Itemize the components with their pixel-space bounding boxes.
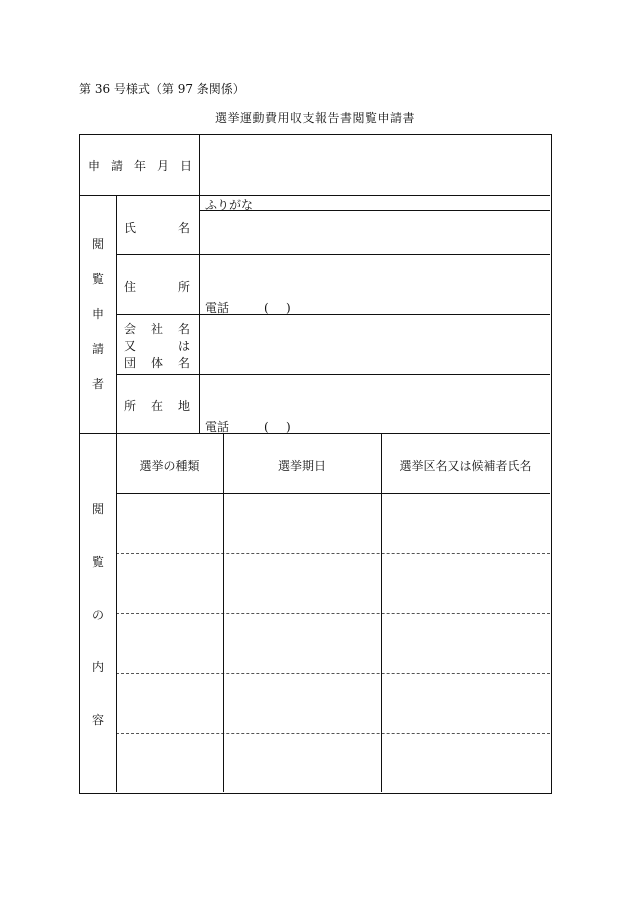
column-header-district-candidate: 選挙区名又は候補者氏名 [399, 459, 532, 473]
form-number: 第 36 号様式（第 97 条関係） [79, 82, 245, 96]
application-form: 申 請 年 月 日 閲 覧 申 請 者 氏 名 ふりがな 住 所 電話 ( ) 会 社 名 又 は 団 体 名 所 在 地 電話 ( ) 閲 覧 の 内 容 選挙の種類 選挙期日 選挙区名又は候補者氏名 [79, 134, 552, 794]
phone-label: 電話 [205, 301, 230, 315]
divider-group-column [116, 195, 117, 792]
location-label: 所 在 地 [124, 399, 190, 413]
address-label: 住 所 [124, 280, 190, 294]
furigana-label: ふりがな [205, 198, 254, 212]
location-phone[interactable] [205, 418, 308, 435]
name-label: 氏 名 [124, 221, 190, 235]
divider-name [116, 254, 550, 255]
divider-col-2 [381, 433, 382, 792]
column-header-election-date: 選挙期日 [277, 459, 326, 473]
phone-label: 電話 [205, 420, 230, 434]
divider-col-1 [223, 433, 224, 792]
address-phone[interactable] [205, 299, 308, 316]
applicant-group-label: 閲 覧 申 請 者 [91, 237, 104, 391]
row-separator [116, 673, 550, 674]
row-separator [116, 733, 550, 734]
inspection-group-label: 閲 覧 の 内 容 [91, 502, 104, 727]
divider-date [80, 195, 550, 196]
divider-address [116, 314, 550, 315]
divider-company [116, 374, 550, 375]
phone-parentheses: ( ) [264, 301, 291, 315]
divider-applicant [80, 433, 550, 434]
divider-columns [116, 493, 550, 494]
phone-parentheses: ( ) [264, 420, 291, 434]
application-date-label: 申 請 年 月 日 [88, 159, 192, 173]
row-separator [116, 553, 550, 554]
divider-label-column [199, 135, 200, 433]
form-title: 選挙運動費用収支報告書閲覧申請書 [214, 111, 415, 125]
row-separator [116, 613, 550, 614]
column-header-election-type: 選挙の種類 [139, 459, 200, 473]
